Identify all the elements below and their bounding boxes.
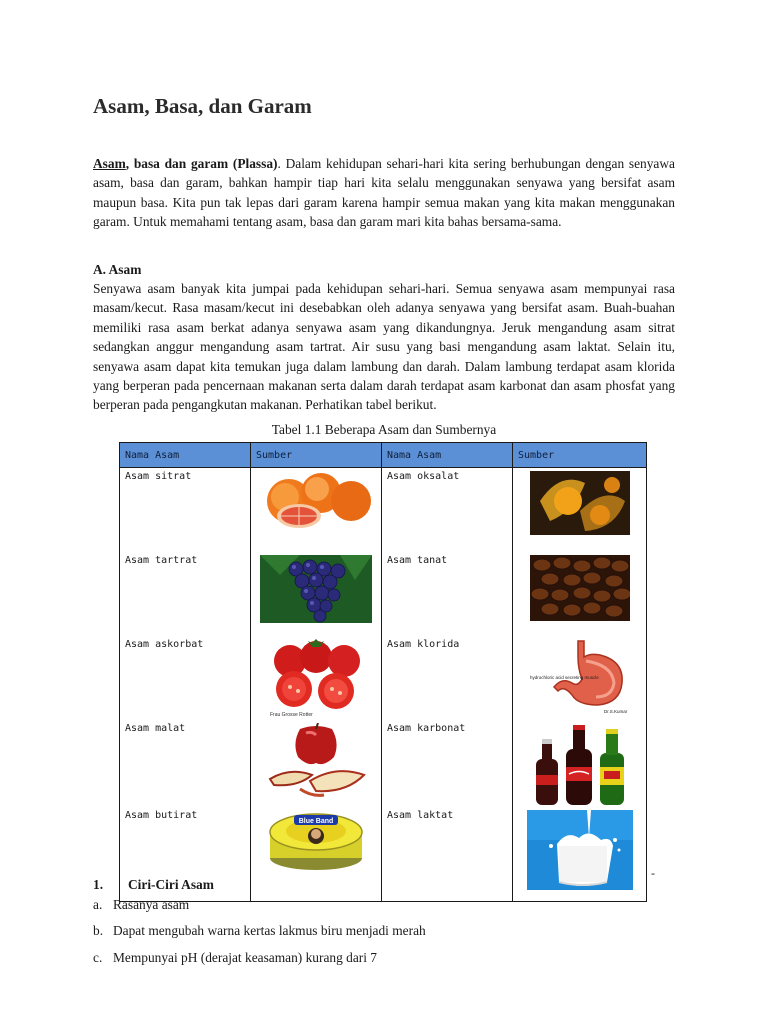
acid-name: Asam klorida (382, 636, 513, 720)
table-row (120, 636, 647, 720)
intro-text: . Dalam kehidupan sehari-hari kita sering berhubungan dengan senyawa asam, basa dan garam, bahkan hampir tiap hari kita selalu menggunakan senyawa yang bersifat asam maupun basa. Kita pun tak lepas dari garam karena hampir semua makan yang kita makan menggunakan garam. Untuk memahami tentang asam, basa dan garam mari kita bahas bersama-sama. (93, 156, 675, 230)
intro-paragraph (93, 154, 675, 232)
acid-name: Asam butirat (120, 807, 251, 902)
ciri-title: Ciri-Ciri Asam (128, 877, 214, 892)
table-header-row (120, 443, 647, 468)
acid-name: Asam malat (120, 720, 251, 807)
table-row (120, 552, 647, 636)
list-item-text: Rasanya asam (113, 897, 190, 912)
table-row (120, 720, 647, 807)
grapes-icon (260, 555, 372, 623)
list-item-letter: b. (93, 923, 104, 938)
section-a-body: Senyawa asam banyak kita jumpai pada kehidupan sehari-hari. Semua senyawa asam mempunyai rasa masam/kecut. Rasa masam/kecut ini desebabkan oleh adanya senyawa yang bersifat asam. Buah-buahan memiliki rasa asam berkat adanya senyawa asam yang dikandungnya. Jeruk mengandung asam sitrat sedangkan anggur mengandung asam tartrat. Air susu yang basi mengandung asam laktat. Selain itu, senyawa asam dapat kita temukan juga dalam lambung dan darah. Dalam lambung terdapat asam klorida yang berperan pada pencernaan makanan serta dalam darah terdapat asam karbonat dan asam phosfat yang berperan pada pengangkutan makanan. Perhatikan tabel berikut. (93, 281, 675, 413)
table-header-cell: Nama Asam (120, 443, 251, 468)
stomach-icon (528, 639, 632, 715)
physalis-fruit-icon (530, 471, 630, 535)
ciri-heading (93, 877, 214, 893)
milk-glass-icon (527, 810, 633, 890)
intro-lead-rest: , basa dan garam (Plassa) (125, 156, 278, 171)
acid-name: Asam oksalat (382, 468, 513, 552)
list-item-text: Dapat mengubah warna kertas lakmus biru menjadi merah (113, 923, 426, 938)
acid-name: Asam karbonat (382, 720, 513, 807)
stomach-caption: hydrochloric acid secreting muscle (529, 674, 599, 680)
table-header-cell: Sumber (251, 443, 382, 468)
acid-sources-table (119, 442, 647, 902)
coffee-beans-icon (530, 555, 630, 621)
ciri-number: 1. (93, 877, 104, 892)
margarine-label: Blue Band (298, 817, 334, 825)
list-item-letter: a. (93, 897, 103, 912)
acid-name: Asam laktat (382, 807, 513, 902)
table-row (120, 468, 647, 552)
list-item (93, 923, 426, 939)
list-item-text: Mempunyai pH (derajat keasaman) kurang dari 7 (113, 950, 377, 965)
tomato-caption: Frau Grosse Rotter (270, 711, 313, 718)
table-header-cell: Sumber (513, 443, 647, 468)
table-header-cell: Nama Asam (382, 443, 513, 468)
intro-lead (93, 156, 278, 171)
list-item (93, 897, 189, 913)
list-item-letter: c. (93, 950, 103, 965)
margarine-tub-icon (266, 810, 366, 872)
acid-name: Asam tanat (382, 552, 513, 636)
list-item (93, 950, 377, 966)
page-dash: - (651, 866, 655, 880)
stomach-corner-label: Dr.S.Kumar (603, 708, 627, 714)
apple-icon (260, 723, 372, 801)
acid-name: Asam sitrat (120, 468, 251, 552)
page-title: Asam, Basa, dan Garam (93, 94, 312, 118)
acid-name: Asam tartrat (120, 552, 251, 636)
soda-bottles-icon (528, 723, 632, 807)
tomato-icon (264, 639, 368, 719)
intro-lead-underlined: Asam (93, 156, 126, 171)
section-a-heading: A. Asam (93, 262, 142, 277)
acid-name: Asam askorbat (120, 636, 251, 720)
orange-icon (259, 471, 373, 531)
table-caption: Tabel 1.1 Beberapa Asam dan Sumbernya (271, 422, 497, 437)
